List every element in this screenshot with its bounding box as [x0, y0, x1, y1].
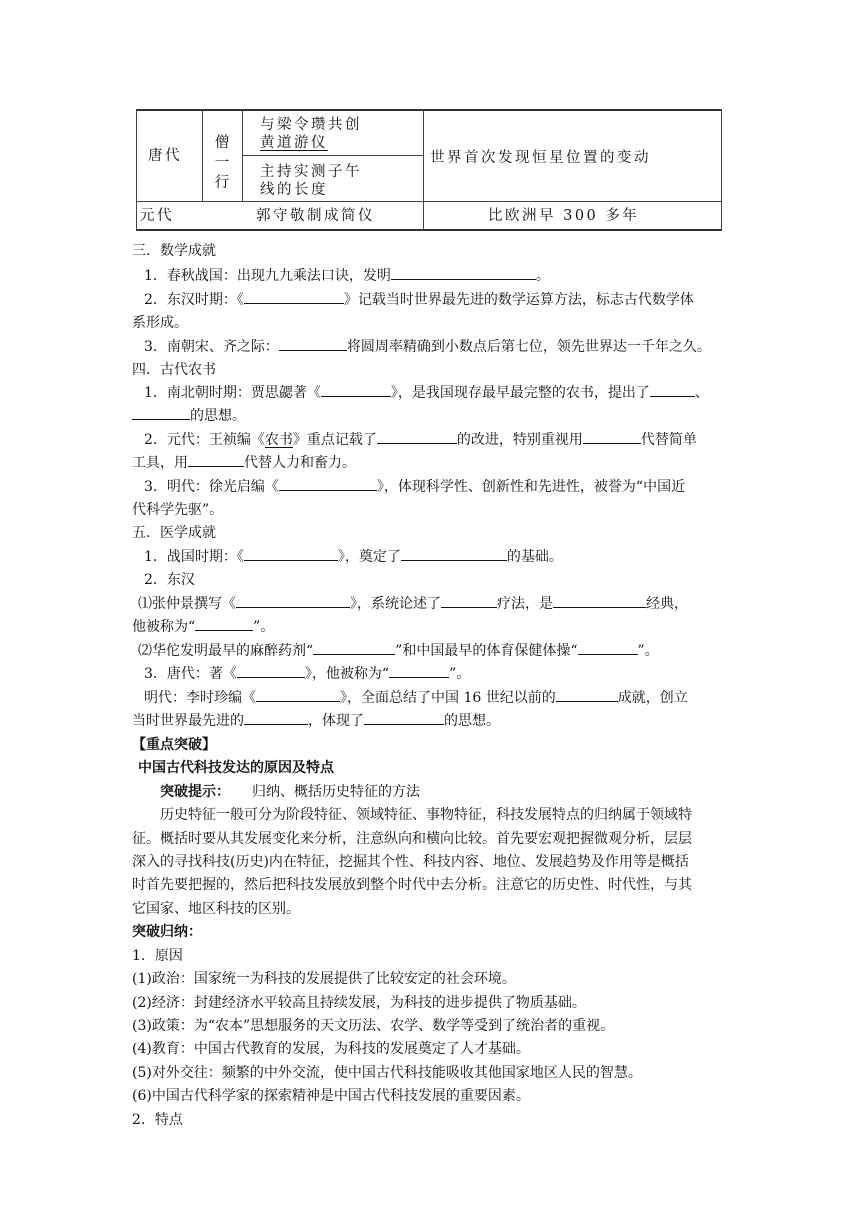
table-col-divider — [423, 109, 424, 231]
text: 2．元代：王祯编《 — [144, 432, 265, 448]
text: 的基础。 — [506, 549, 563, 565]
table-left-border — [136, 109, 137, 231]
table-cell-item: 主持实测子午 — [260, 164, 362, 180]
table-cell-dynasty: 唐代 — [148, 148, 182, 164]
list-item: (2)经济：封建经济水平较高且持续发展，为科技的进步提供了物质基础。 — [132, 995, 586, 1011]
table-cell-item: 黄道游仪 — [260, 135, 328, 151]
list-heading: 2．特点 — [132, 1112, 183, 1128]
focus-subheading: 中国古代科技发达的原因及特点 — [138, 760, 334, 776]
text: 1．南北朝时期：贾思勰著《 — [144, 385, 321, 401]
paragraph-line: 深入的寻找科技(历史)内在特征，挖掘其个性、科技内容、地位、发展趋势及作用等是概括 — [132, 854, 689, 870]
answer-blank[interactable] — [553, 593, 646, 608]
text: 成就，创立 — [617, 690, 688, 706]
text: 经典， — [646, 596, 688, 612]
answer-blank[interactable] — [364, 710, 444, 725]
text: 疗法，是 — [497, 596, 553, 612]
answer-blank[interactable] — [279, 336, 347, 351]
question-line — [144, 265, 550, 287]
text: ”。 — [449, 666, 471, 682]
tip-line — [160, 781, 420, 803]
question-line — [144, 429, 697, 451]
question-line — [144, 382, 709, 404]
question-line: 2．东汉 — [144, 572, 195, 588]
text: 1．战国时期：《 — [144, 549, 244, 565]
answer-blank[interactable] — [313, 640, 395, 655]
table-cell-item: 线的长度 — [260, 182, 328, 198]
list-item: (4)教育：中国古代教育的发展，为科技的发展奠定了人才基础。 — [132, 1041, 530, 1057]
question-line — [144, 663, 470, 685]
list-heading: 1．原因 — [132, 948, 183, 964]
answer-blank[interactable] — [279, 476, 377, 491]
text: 》，他被称为“ — [304, 666, 390, 682]
table-top-border — [136, 109, 722, 111]
text: 的改进，特别重视用 — [456, 432, 583, 448]
text: ⑵华佗发明最早的麻醉药剂“ — [138, 643, 314, 659]
text: ，体现了 — [308, 713, 364, 729]
question-line — [132, 616, 274, 638]
list-item: (6)中国古代科学家的探索精神是中国古代科技发展的重要因素。 — [132, 1088, 530, 1104]
answer-blank[interactable] — [188, 452, 244, 467]
text: ”。 — [253, 619, 275, 635]
answer-blank[interactable] — [441, 593, 497, 608]
answer-blank[interactable] — [237, 663, 305, 678]
answer-blank[interactable] — [244, 289, 344, 304]
text: 》重点记载了 — [292, 432, 377, 448]
section-heading: 五．医学成就 — [132, 525, 216, 541]
list-item: (3)政策：为“农本”思想服务的天文历法、农学、数学等受到了统治者的重视。 — [132, 1018, 615, 1034]
book-title: 农书 — [264, 432, 293, 448]
list-item: (5)对外交往：频繁的中外交流，使中国古代科技能吸收其他国家地区人民的智慧。 — [132, 1065, 642, 1081]
table-bottom-border — [136, 229, 722, 231]
table-cell-result: 世界首次发现恒星位置的变动 — [430, 150, 651, 166]
question-line — [138, 593, 688, 615]
answer-blank[interactable] — [236, 593, 350, 608]
answer-blank[interactable] — [195, 616, 253, 631]
text: 》，是我国现存最早最完整的农书，提出了 — [390, 385, 650, 401]
text: 3．唐代：著《 — [144, 666, 237, 682]
tip-text: 归纳、概括历史特征的方法 — [252, 784, 420, 800]
question-line — [132, 405, 246, 427]
answer-blank[interactable] — [578, 640, 638, 655]
text: 、 — [694, 385, 709, 401]
summary-label: 突破归纳： — [132, 924, 202, 940]
table-right-border — [721, 109, 722, 231]
table-cell-item: 与梁令瓒共创 — [260, 117, 362, 133]
answer-blank[interactable] — [401, 546, 507, 561]
answer-blank[interactable] — [244, 710, 308, 725]
section-heading: 三．数学成就 — [132, 243, 216, 259]
paragraph-line: 它国家、地区科技的区别。 — [132, 901, 300, 917]
answer-blank[interactable] — [256, 687, 340, 702]
question-line: 系形成。 — [132, 315, 188, 331]
text: 工具，用 — [132, 455, 188, 471]
question-line — [132, 710, 500, 732]
section-heading: 四．古代农书 — [132, 362, 216, 378]
text: 》，全面总结了中国 16 世纪以前的 — [340, 690, 556, 706]
text: 3．南朝宋、齐之际： — [144, 339, 279, 355]
text: ”和中国最早的体育保健体操“ — [395, 643, 578, 659]
table-col-divider — [202, 109, 203, 201]
answer-blank[interactable] — [556, 687, 618, 702]
text: 》记载当时世界最先进的数学运算方法，标志古代数学体 — [343, 292, 694, 308]
text: 当时世界最先进的 — [132, 713, 244, 729]
question-line — [144, 289, 694, 311]
table-row-divider — [242, 155, 423, 156]
answer-blank[interactable] — [377, 429, 457, 444]
question-line — [132, 452, 356, 474]
table-cell-result: 比欧洲早 300 多年 — [488, 208, 640, 224]
text: ⑴张仲景撰写《 — [138, 596, 236, 612]
text: 的思想。 — [444, 713, 500, 729]
table-cell-item: 郭守敬制成简仪 — [256, 208, 375, 224]
question-line — [144, 546, 563, 568]
paragraph-line: 时首先要把握的，然后把科技发展放到整个时代中去分析。注意它的历史性、时代性，与其 — [132, 877, 692, 893]
text: 1．春秋战国：出现九九乘法口诀，发明 — [144, 268, 391, 284]
question-line — [138, 640, 659, 662]
text: 》，体现科学性、创新性和先进性，被誉为“中国近 — [376, 479, 686, 495]
focus-heading: 【重点突破】 — [132, 737, 216, 753]
text: 他被称为“ — [132, 619, 196, 635]
text: 代替简单 — [640, 432, 697, 448]
text: 的思想。 — [190, 408, 246, 424]
answer-blank[interactable] — [391, 265, 536, 280]
text: 3．明代：徐光启编《 — [144, 479, 279, 495]
answer-blank[interactable] — [650, 382, 695, 397]
table-row-divider — [136, 201, 722, 202]
list-item: (1)政治：国家统一为科技的发展提供了比较安定的社会环境。 — [132, 971, 516, 987]
answer-blank[interactable] — [389, 663, 449, 678]
question-line — [144, 476, 685, 498]
paragraph-line: 历史特征一般可分为阶段特征、领域特征、事物特征，科技发展特点的归纳属于领域特 — [160, 807, 692, 823]
text: 代替人力和畜力。 — [244, 455, 356, 471]
question-line — [144, 687, 688, 709]
text: 。 — [535, 268, 550, 284]
answer-blank[interactable] — [244, 546, 338, 561]
text: 将圆周率精确到小数点后第七位，领先世界达一千年之久。 — [346, 339, 711, 355]
answer-blank[interactable] — [583, 429, 641, 444]
table-cell-person: 僧一行 — [214, 135, 230, 191]
table-cell-dynasty: 元代 — [140, 208, 174, 224]
question-line: 代科学先驱”。 — [132, 502, 224, 518]
text: ”。 — [637, 643, 659, 659]
answer-blank[interactable] — [321, 382, 391, 397]
text: 》，奠定了 — [337, 549, 401, 565]
tip-label: 突破提示： — [160, 784, 230, 800]
question-line — [144, 336, 711, 358]
text: 》，系统论述了 — [350, 596, 441, 612]
paragraph-line: 征。概括时要从其发展变化来分析，注意纵向和横向比较。首先要宏观把握微观分析，层层 — [132, 831, 692, 847]
astronomy-table — [136, 109, 722, 231]
answer-blank[interactable] — [132, 405, 190, 420]
text: 2．东汉时期：《 — [144, 292, 244, 308]
text: 明代：李时珍编《 — [144, 690, 256, 706]
